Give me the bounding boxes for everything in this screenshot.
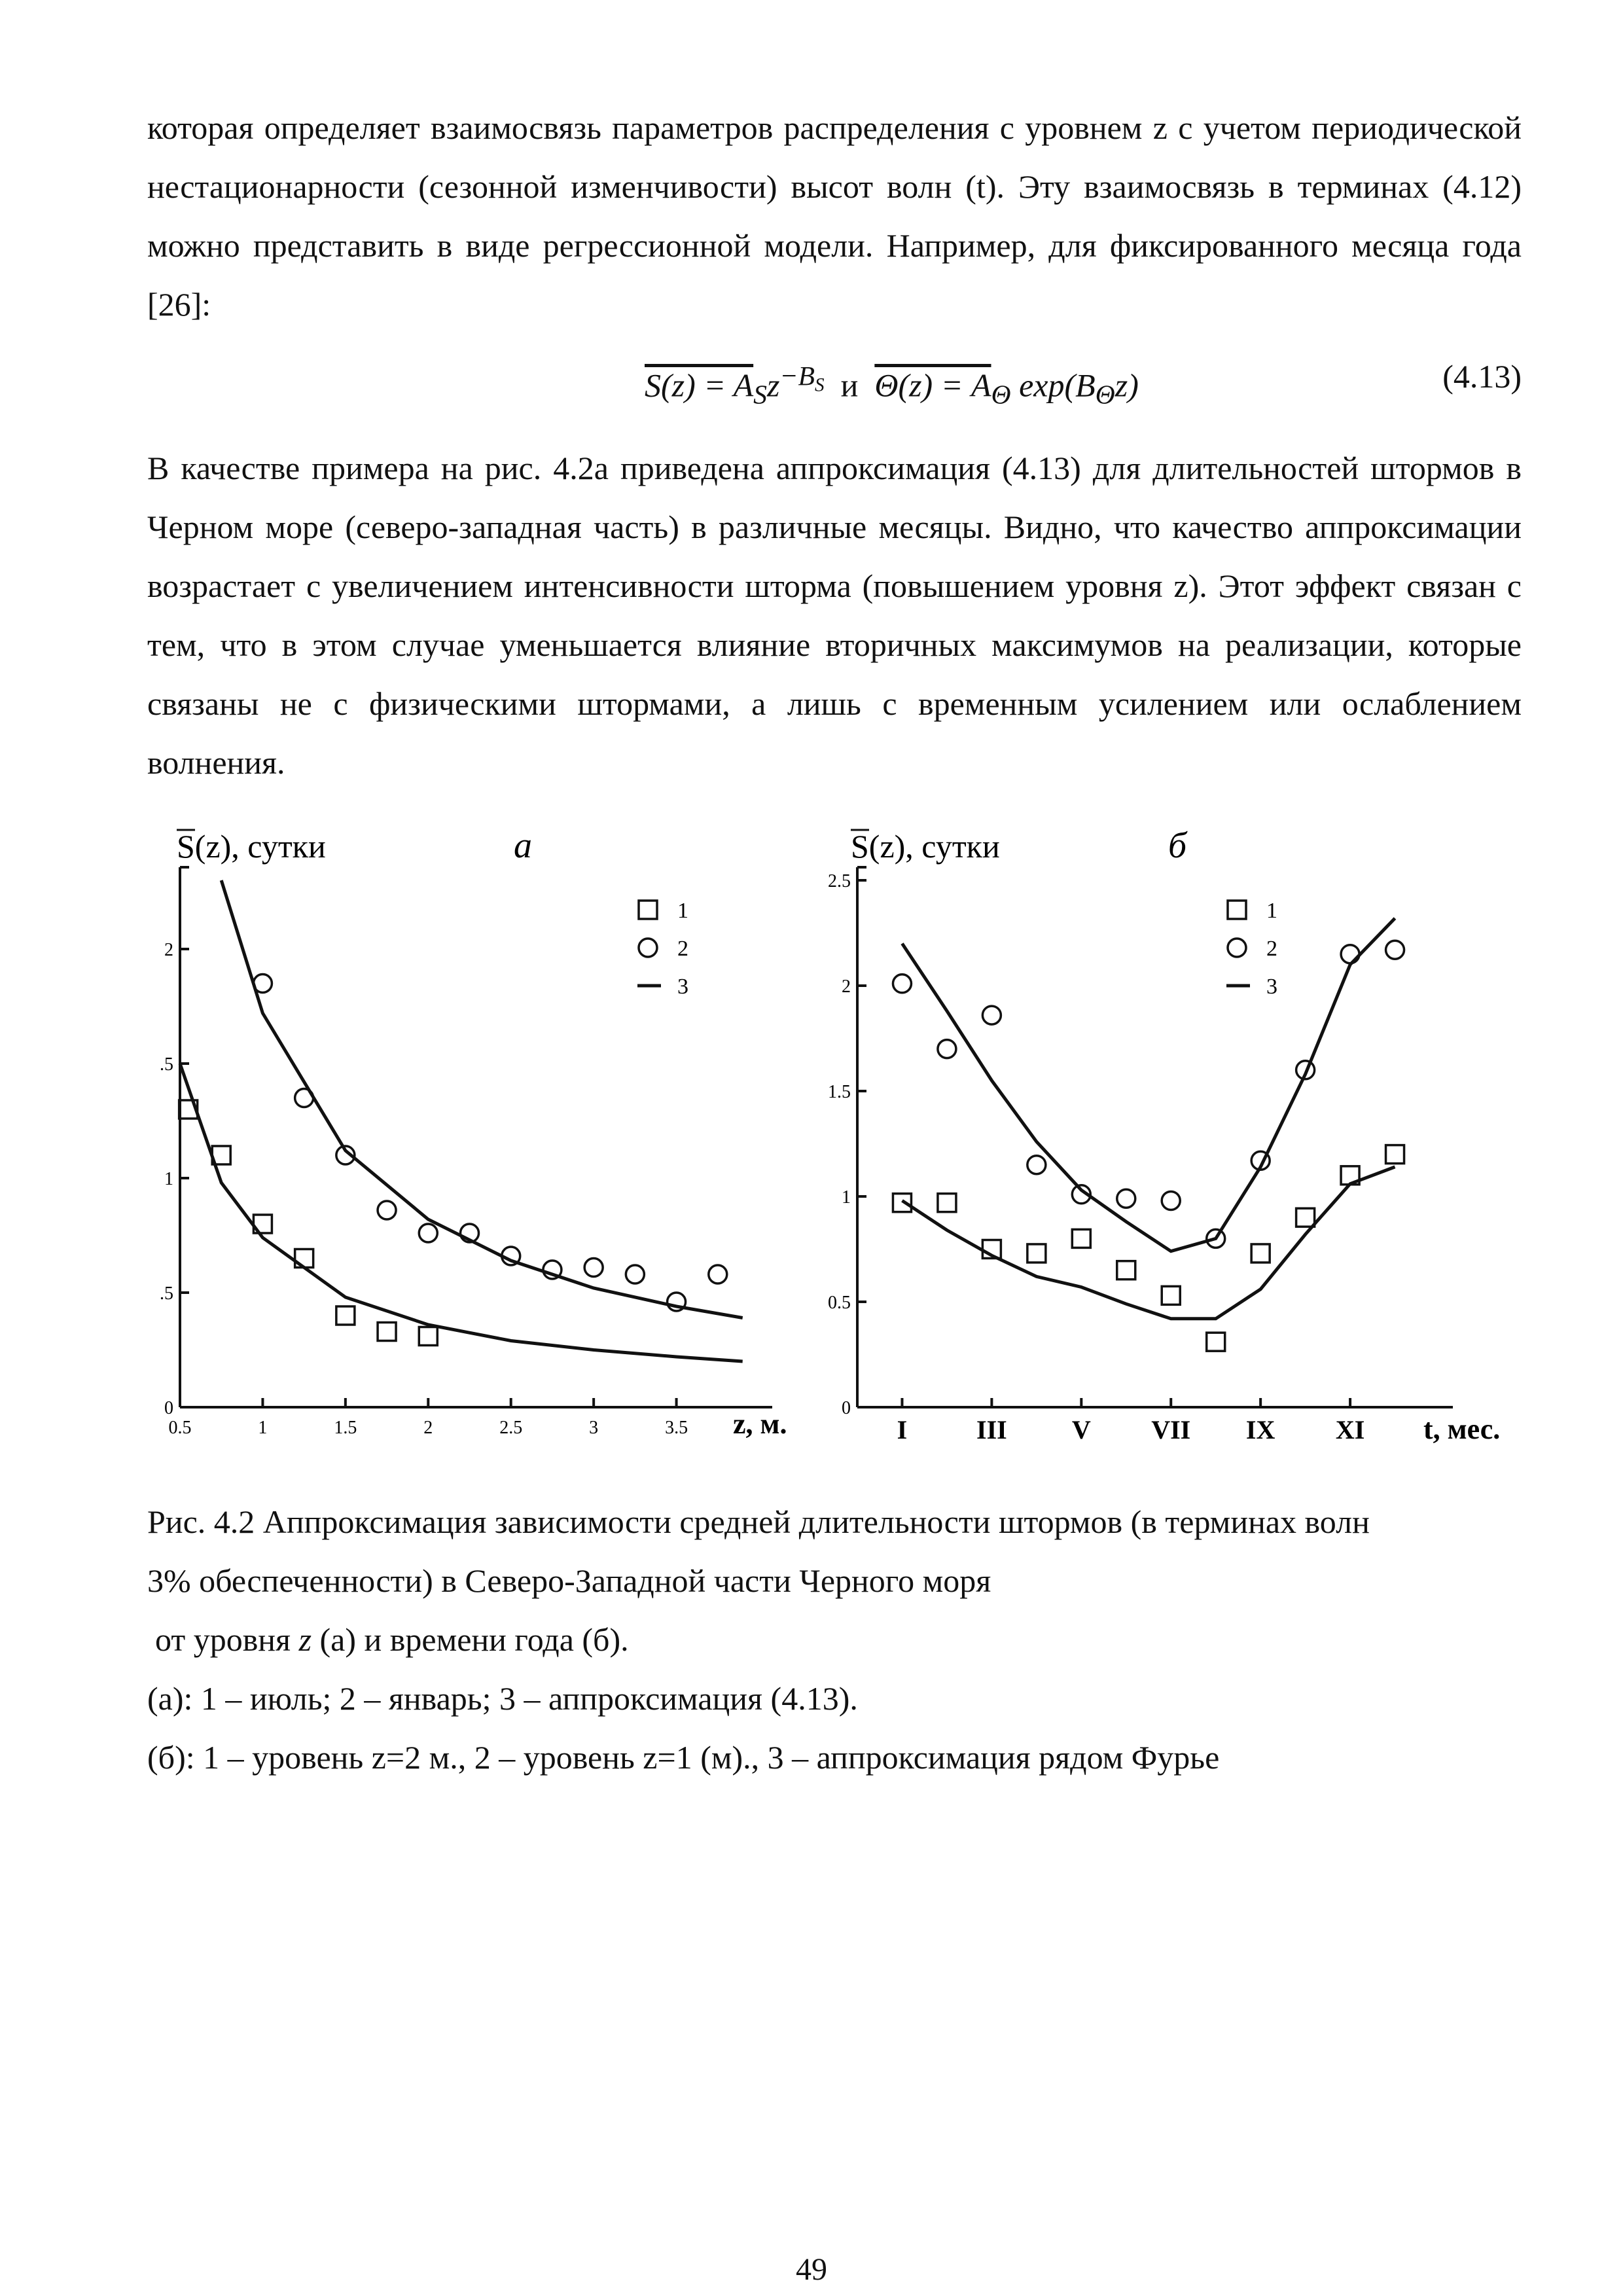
legend-label: 1 (1266, 899, 1277, 923)
data-point-square (378, 1323, 396, 1341)
x-tick-label: III (976, 1415, 1007, 1444)
legend-square-marker (639, 901, 657, 919)
chart-b (805, 818, 1525, 1473)
x-tick-label: V (1071, 1415, 1091, 1444)
approximation-line (902, 918, 1395, 1251)
data-point-circle (626, 1265, 644, 1283)
paragraph-1: которая определяет взаимосвязь параметров распределения с уровнем z с учетом периодической нестационарности (сезонной изменчивости) высот волн (t). Эту взаимосвязь в терминах (4.12) можно представить в виде регрессионной модели. Например, для фиксированного месяца года [26]: (147, 109, 1522, 323)
data-point-circle (1162, 1191, 1180, 1210)
data-point-circle (938, 1040, 956, 1058)
data-point-circle (584, 1259, 603, 1277)
caption-line-4: (а): 1 – июль; 2 – январь; 3 – аппроксимация (4.13). (147, 1680, 858, 1717)
y-tick-label: 2 (842, 977, 851, 997)
data-point-square (419, 1327, 437, 1346)
chart-a (151, 818, 805, 1473)
x-tick-label: 3.5 (665, 1418, 688, 1438)
approximation-line (180, 1064, 743, 1361)
formula-4-13 (147, 347, 1522, 410)
y-tick-label: 0 (164, 1398, 173, 1418)
x-tick-label: IX (1245, 1415, 1275, 1444)
y-tick-label: 2.5 (828, 871, 851, 891)
data-point-circle (709, 1265, 727, 1283)
data-point-circle (1117, 1189, 1135, 1208)
caption-line-1: Рис. 4.2 Аппроксимация зависимости средней длительности штормов (в терминах волн (147, 1503, 1370, 1540)
x-tick-label: 2 (423, 1418, 433, 1438)
y-tick-label: 2 (164, 940, 173, 960)
approximation-line (902, 1167, 1395, 1319)
x-tick-label: 3 (589, 1418, 599, 1438)
x-axis-title: t, мес. (1423, 1413, 1501, 1445)
figure-caption (147, 1492, 1554, 1787)
x-tick-label: 1.5 (334, 1418, 357, 1438)
x-tick-label: VII (1151, 1415, 1191, 1444)
y-tick-label: .5 (160, 1054, 173, 1075)
data-point-circle (1386, 941, 1404, 959)
y-tick-label: 1 (164, 1169, 173, 1189)
figure-4-2 (151, 818, 1525, 1473)
legend-label: 2 (1266, 937, 1277, 961)
caption-line-3: от уровня z (а) и времени года (б). (155, 1621, 629, 1658)
data-point-circle (893, 975, 911, 993)
data-point-square (1251, 1244, 1270, 1263)
data-point-square (938, 1194, 956, 1212)
data-point-circle (1341, 945, 1359, 963)
x-tick-label: 1 (258, 1418, 268, 1438)
x-tick-label: XI (1335, 1415, 1365, 1444)
approximation-line (221, 880, 742, 1318)
formula-expression: $S(z) = A_Sz^{-B_S}$ и $\Theta(z) = A_\Theta$ $\exp(B_\Theta z)$ (645, 361, 1139, 410)
legend-circle-marker (639, 939, 657, 957)
x-tick-label: 2.5 (499, 1418, 523, 1438)
y-tick-label: 1 (842, 1187, 851, 1208)
legend-square-marker (1228, 901, 1246, 919)
y-axis-title: S(z), сутки (851, 828, 1000, 865)
data-point-square (1207, 1333, 1225, 1351)
caption-line-2: 3% обеспеченности) в Северо-Западной части Черного моря (147, 1562, 991, 1599)
y-axis-title: S(z), сутки (177, 828, 326, 865)
y-tick-label: .5 (160, 1283, 173, 1304)
panel-label: а (514, 825, 532, 866)
y-tick-label: 0.5 (828, 1293, 851, 1313)
x-tick-label: 0.5 (168, 1418, 192, 1438)
legend-label: 3 (1266, 975, 1277, 999)
legend-label: 3 (677, 975, 688, 999)
legend-circle-marker (1228, 939, 1246, 957)
formula-number: (4.13) (1442, 358, 1522, 395)
panel-label: б (1168, 825, 1187, 866)
x-axis-title: z, м. (733, 1408, 787, 1440)
data-point-circle (1027, 1156, 1046, 1174)
data-point-square (336, 1306, 355, 1325)
y-tick-label: 0 (842, 1398, 851, 1418)
data-point-square (1386, 1145, 1404, 1164)
legend-label: 1 (677, 899, 688, 923)
data-point-square (1072, 1229, 1090, 1247)
data-point-square (1027, 1244, 1046, 1263)
data-point-circle (378, 1201, 396, 1219)
page-number: 49 (796, 2252, 827, 2287)
data-point-circle (419, 1224, 437, 1242)
data-point-circle (982, 1006, 1001, 1024)
data-point-square (1162, 1286, 1180, 1304)
paragraph-2: В качестве примера на рис. 4.2а приведена аппроксимация (4.13) для длительностей штормов в Черном море (северо-западная часть) в различные месяцы. Видно, что качество аппроксимации возрастает с увеличением интенсивности шторма (повышением уровня z). Этот эффект связан с тем, что в этом случае уменьшается влияние вторичных максимумов на реализации, которые связаны не с физическими штормами, а лишь с временным усилением или ослаблением волнения. (147, 450, 1522, 781)
legend-label: 2 (677, 937, 688, 961)
x-tick-label: I (897, 1415, 908, 1444)
y-tick-label: 1.5 (828, 1082, 851, 1102)
caption-line-5: (б): 1 – уровень z=2 м., 2 – уровень z=1 (м)., 3 – аппроксимация рядом Фурье (147, 1739, 1220, 1776)
data-point-square (1296, 1208, 1315, 1227)
data-point-square (1117, 1261, 1135, 1280)
data-point-square (893, 1194, 911, 1212)
